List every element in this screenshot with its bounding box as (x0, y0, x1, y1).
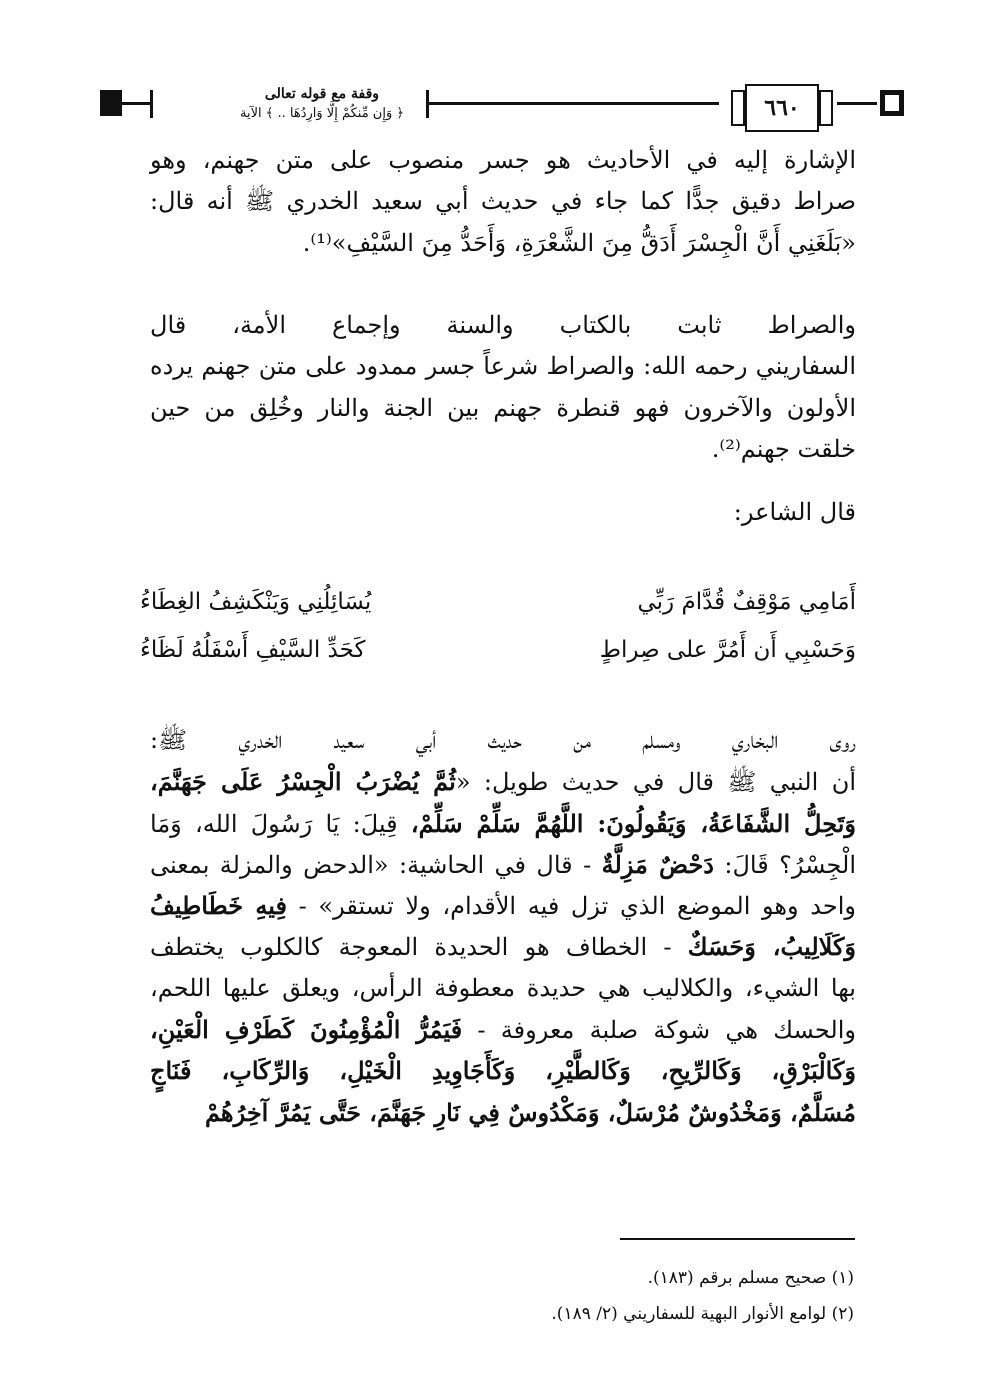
hadith-text: فِيهِ خَطَاطِيفُ (150, 891, 287, 921)
page-number (745, 84, 819, 132)
header-verse: ﴿ وَإِن مِّنكُمْ إِلَّا وَارِدُهَا .. ﴾ الآية (240, 106, 404, 121)
poem-verse (140, 578, 856, 626)
text-line (150, 844, 856, 885)
hadith-text: فَيَمُرُّ الْمُؤْمِنُونَ كَطَرْفِ الْعَيْنِ، (150, 1015, 463, 1045)
footnote: (١) صحيح مسلم برقم (١٨٣). (647, 1268, 854, 1288)
hadith-text: مُسَلَّمٌ، وَمَخْدُوشٌ مُرْسَلٌ، وَمَكْدُوسٌ فِي نَارِ جَهَنَّمَ، حَتَّى يَمُرَّ آخِرُهُمْ (204, 1097, 856, 1127)
text-line (150, 926, 856, 967)
text-segment: الأولون والآخرون فهو قنطرة جهنم بين الجنة والنار وخُلِق من حين (150, 393, 856, 422)
text-segment: والصراط ثابت بالكتاب والسنة وإجماع الأمة، قال (150, 311, 856, 339)
header-rule (426, 90, 429, 118)
paragraph (150, 140, 856, 264)
header-ornament-right (880, 90, 904, 116)
text-line (150, 429, 856, 470)
header-rule (120, 102, 150, 105)
text-line (150, 761, 856, 802)
footnote: (٢) لوامع الأنوار البهية للسفاريني (٢/ ١٨٩). (551, 1304, 854, 1324)
text-line (150, 885, 856, 926)
text-line (150, 223, 856, 264)
header-rule (837, 102, 877, 105)
hadith-text: دَحْضٌ مَزِلَّةٌ (601, 849, 714, 879)
text-line (150, 1092, 856, 1133)
poem-hemistich: وَحَسْبِي أَن أَمُرَّ على صِراطٍ (599, 637, 856, 663)
text-segment: واحد وهو الموضع الذي تزل فيه الأقدام، ولا تستقر» - (286, 892, 856, 921)
header-title-text: وقفة مع قوله تعالى (264, 86, 380, 102)
paragraph (150, 720, 856, 1133)
text-segment: قال الشاعر: (733, 498, 856, 526)
text-line (150, 492, 856, 533)
text-line (150, 181, 856, 222)
text-segment: السفاريني رحمه الله: والصراط شرعاً جسر ممدود على متن جهنم يرده (150, 352, 856, 381)
text-segment: «بَلَغَنِي أَنَّ الْجِسْرَ أَدَقُّ مِنَ الشَّعْرَةِ، وَأَحَدُّ مِنَ السَّيْفِ»⁽¹⁾. (302, 228, 856, 257)
text-segment: صراط دقيق جدًّا كما جاء في حديث أبي سعيد الخدري ﷺ أنه قال: (150, 187, 856, 216)
header-rule (150, 90, 153, 118)
text-segment: - قال في الحاشية: «الدحض والمزلة بمعنى (150, 850, 602, 879)
text-line (150, 720, 856, 761)
text-segment: روى البخاري ومسلم من حديث أبي سعيد الخدري ﷺ: (150, 726, 856, 754)
hadith-text: وَتَحِلُّ الشَّفَاعَةُ، وَيَقُولُونَ: اللَّهُمَّ سَلِّمْ سَلِّمْ، (410, 808, 856, 838)
text-segment: أن النبي ﷺ قال في حديث طويل: « (455, 768, 856, 797)
header-title (240, 84, 404, 124)
text-line (150, 140, 856, 181)
page-number-text: ٦٦٠ (764, 95, 800, 121)
text-segment: بها الشيء، والكلاليب هي حديدة معطوفة الرأس، ويعلق عليها اللحم، (150, 973, 856, 1002)
poem-hemistich: أَمَامِي مَوْقِفٌ قُدَّامَ رَبِّي (637, 589, 856, 615)
paragraph (150, 305, 856, 470)
hadith-text: ثُمَّ يُضْرَبُ الْجِسْرُ عَلَى جَهَنَّمَ، (150, 767, 456, 797)
poem-hemistich: يُسَائِلُنِي وَيَنْكَشِفُ الغِطَاءُ (140, 589, 372, 615)
text-line (150, 1050, 856, 1091)
header-ornament-left (100, 90, 122, 116)
text-line (150, 1009, 856, 1050)
text-line (150, 803, 856, 844)
hadith-text: وَكَالْبَرْقِ، وَكَالرِّيحِ، وَكَالطَّيْرِ، وَكَأَجَاوِيدِ الْخَيْلِ، وَالرِّكَابِ، فَنَاجٍ (150, 1056, 856, 1086)
text-line (150, 968, 856, 1009)
running-header (100, 86, 904, 140)
text-segment: والحسك هي شوكة صلبة معروفة - (462, 1016, 856, 1045)
text-line (150, 346, 856, 387)
header-rule (429, 102, 719, 105)
text-segment: الْجِسْرُ؟ قَالَ: (713, 850, 857, 879)
poem (140, 578, 856, 674)
hadith-text: وَكَلَالِيبُ، وَحَسَكٌ (687, 932, 857, 962)
poem-verse (140, 626, 856, 674)
text-line (150, 305, 856, 346)
footnote-rule (620, 1238, 855, 1240)
text-line (150, 388, 856, 429)
text-segment: - الخطاف هو الحديدة المعوجة كالكلوب يختطف (150, 933, 688, 962)
text-segment: قِيلَ: يَا رَسُولَ الله، وَمَا (150, 809, 411, 838)
poem-hemistich: كَحَدِّ السَّيْفِ أَسْفَلُهُ لَظَاءُ (140, 637, 366, 663)
paragraph (150, 492, 856, 533)
text-segment: خلقت جهنم⁽²⁾. (711, 434, 856, 463)
text-segment: الإشارة إليه في الأحاديث هو جسر منصوب على متن جهنم، وهو (150, 146, 856, 174)
